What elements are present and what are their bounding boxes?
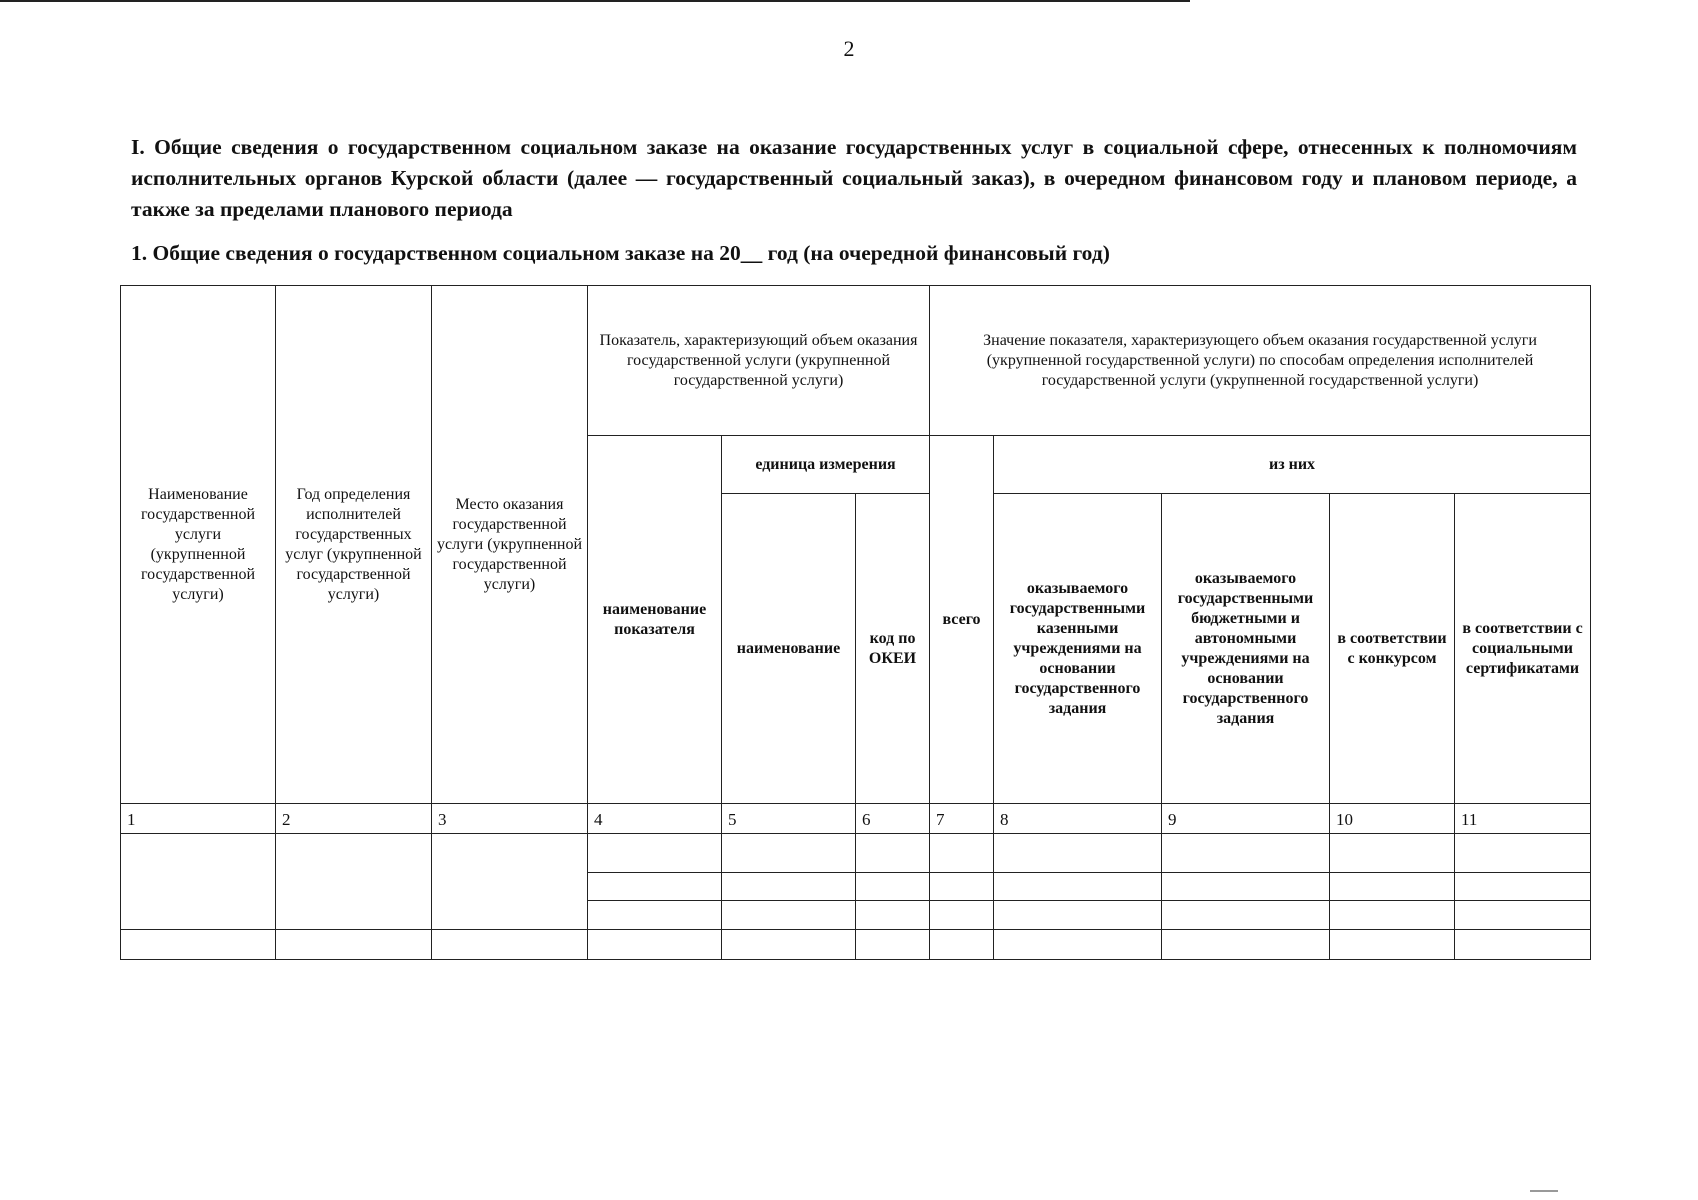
subsection-heading: 1. Общие сведения о государственном социальном заказе на 20__ год (на очередной финансовый год): [131, 241, 1110, 265]
page-number: 2: [843, 36, 855, 61]
header-unit-code: код по ОКЕИ: [856, 494, 930, 804]
header-place: Место оказания государственной услуги (укрупненной государственной услуги): [432, 286, 588, 804]
social-order-table: [120, 285, 1591, 960]
column-number: 1: [121, 804, 276, 834]
empty-cell: [1455, 901, 1591, 930]
table-row: [121, 834, 1591, 873]
header-kazennye: оказываемого государственными казенными учреждениями на основании государственного задания: [994, 494, 1162, 804]
empty-cell: [588, 834, 722, 873]
empty-cell: [994, 873, 1162, 901]
empty-cell: [1162, 834, 1330, 873]
empty-cell: [588, 901, 722, 930]
empty-cell: [1455, 834, 1591, 873]
column-numbers-row: [121, 804, 1591, 834]
column-number: 7: [930, 804, 994, 834]
empty-cell: [722, 834, 856, 873]
table-row: [121, 930, 1591, 960]
empty-cell: [856, 930, 930, 960]
column-number: 2: [276, 804, 432, 834]
empty-cell: [994, 930, 1162, 960]
column-number: 11: [1455, 804, 1591, 834]
header-unit: единица измерения: [722, 436, 930, 494]
empty-cell: [1455, 930, 1591, 960]
header-total: всего: [930, 436, 994, 804]
empty-cell: [1162, 901, 1330, 930]
column-number: 9: [1162, 804, 1330, 834]
top-border-line: [0, 0, 1190, 2]
scan-artifact-mark: [1530, 1190, 1558, 1192]
empty-cell: [722, 930, 856, 960]
column-number: 6: [856, 804, 930, 834]
empty-cell: [930, 901, 994, 930]
header-unit-name: наименование: [722, 494, 856, 804]
header-service-name: Наименование государственной услуги (укрупненной государственной услуги): [121, 286, 276, 804]
header-year-determination: Год определения исполнителей государственных услуг (укрупненной государственной услуги): [276, 286, 432, 804]
empty-cell: [432, 930, 588, 960]
empty-cell: [1455, 873, 1591, 901]
empty-cell: [930, 930, 994, 960]
empty-cell: [930, 873, 994, 901]
empty-cell: [1330, 873, 1455, 901]
empty-cell: [856, 834, 930, 873]
empty-cell: [588, 930, 722, 960]
empty-cell: [1162, 930, 1330, 960]
header-indicator-name: наименование показателя: [588, 436, 722, 804]
empty-cell: [121, 930, 276, 960]
column-number: 5: [722, 804, 856, 834]
header-indicator-group: Показатель, характеризующий объем оказания государственной услуги (укрупненной государственной услуги): [588, 286, 930, 436]
header-certificates: в соответствии с социальными сертификатами: [1455, 494, 1591, 804]
header-budget-auto: оказываемого государственными бюджетными и автономными учреждениями на основании государственного задания: [1162, 494, 1330, 804]
empty-cell: [432, 834, 588, 930]
empty-cell: [722, 873, 856, 901]
empty-cell: [1330, 901, 1455, 930]
empty-cell: [1330, 930, 1455, 960]
column-number: 4: [588, 804, 722, 834]
column-number: 10: [1330, 804, 1455, 834]
empty-cell: [121, 834, 276, 930]
empty-cell: [276, 930, 432, 960]
header-contest: в соответствии с конкурсом: [1330, 494, 1455, 804]
empty-cell: [588, 873, 722, 901]
empty-cell: [856, 873, 930, 901]
header-value-group: Значение показателя, характеризующего объем оказания государственной услуги (укрупненной государственной услуги) по способам определения исполнителей государственной услуги (укрупненной государственной услуги): [930, 286, 1591, 436]
empty-cell: [1330, 834, 1455, 873]
section-heading: I. Общие сведения о государственном социальном заказе на оказание государственных услуг в социальной сфере, отнесенных к полномочиям исполнительных органов Курской области (далее — государственный социальный заказ), в очередном финансовом году и плановом периоде, а также за пределами планового периода: [131, 135, 1577, 221]
empty-cell: [994, 834, 1162, 873]
empty-cell: [994, 901, 1162, 930]
header-of-which: из них: [994, 436, 1591, 494]
empty-cell: [930, 834, 994, 873]
empty-cell: [1162, 873, 1330, 901]
column-number: 8: [994, 804, 1162, 834]
empty-cell: [722, 901, 856, 930]
empty-cell: [276, 834, 432, 930]
column-number: 3: [432, 804, 588, 834]
empty-cell: [856, 901, 930, 930]
